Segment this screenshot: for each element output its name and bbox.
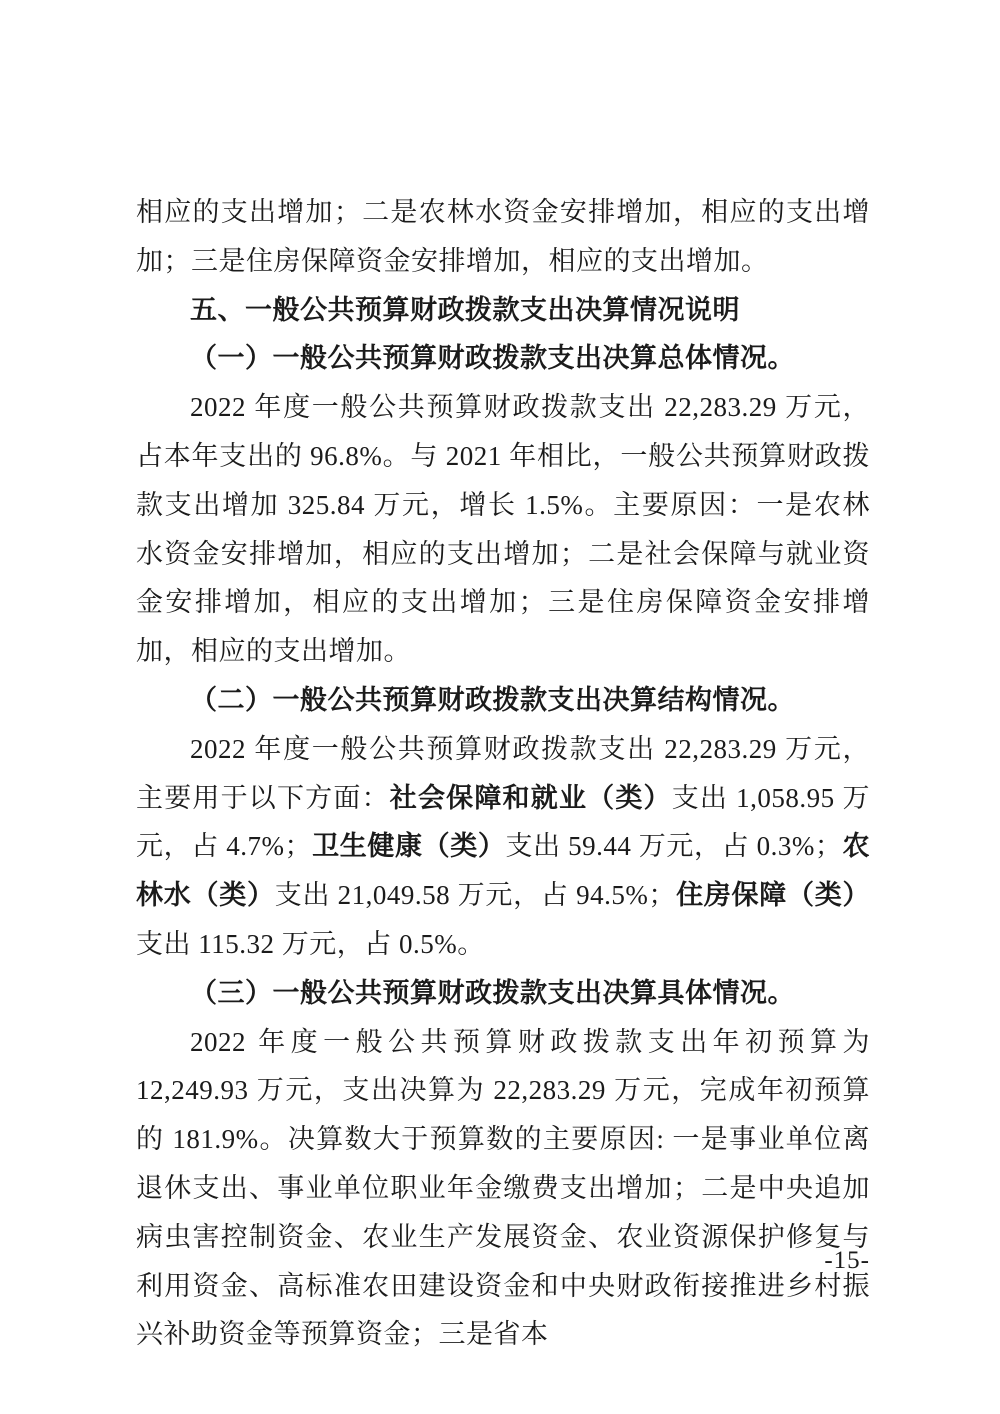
structure-intro-text: 2022 年度一般公共预算财政拨款支出 22,283.29 万元，主要用于以下方面： <box>136 733 870 813</box>
paragraph-carryover: 相应的支出增加；二是农林水资金安排增加，相应的支出增加；三是住房保障资金安排增加，相应的支出增加。 <box>136 197 870 276</box>
social-security-amount-text: 支出 1,058.95 万元，占 4.7%； <box>136 782 871 862</box>
paragraph-specific-situation: 2022 年度一般公共预算财政拨款支出年初预算为 12,249.93 万元，支出决算为 22,283.29 万元，完成年初预算的 181.9%。决算数大于预算数的主要原因: 一是事业单位离退休支出、事业单位职业年金缴费支出增加；二是中央追加病虫害控制资金、农业生产发展资金、农业资源保护修复与利用资金、高标准农田建设资金和中央财政衔接推进乡村振兴补助资金等预算资金；三是省本 <box>136 1026 870 1350</box>
agriculture-amount-text: 支出 21,049.58 万元，占 94.5%； <box>274 880 676 911</box>
document-body <box>136 188 870 1359</box>
heading-subsection-2: （二）一般公共预算财政拨款支出决算结构情况。 <box>190 684 795 715</box>
category-social-security-label: 社会保障和就业（类） <box>389 782 672 813</box>
category-agriculture-forestry-water-label: 农林水（类） <box>136 831 870 911</box>
heading-section-5: 五、一般公共预算财政拨款支出决算情况说明 <box>190 294 740 325</box>
paragraph-overall-situation: 2022 年度一般公共预算财政拨款支出 22,283.29 万元，占本年支出的 96.8%。与 2021 年相比，一般公共预算财政拨款支出增加 325.84 万元，增长 1.5%。主要原因：一是农林水资金安排增加，相应的支出增加；二是社会保障与就业资金安排增加，相应的支出增加；三是住房保障资金安排增加，相应的支出增加。 <box>136 392 870 667</box>
health-amount-text: 支出 59.44 万元，占 0.3%； <box>505 831 843 862</box>
category-health-label: 卫生健康（类） <box>312 831 506 862</box>
page-number: -15- <box>824 1247 870 1274</box>
category-housing-security-label: 住房保障（类） <box>675 880 871 911</box>
heading-subsection-3: （三）一般公共预算财政拨款支出决算具体情况。 <box>190 977 795 1008</box>
heading-subsection-1: （一）一般公共预算财政拨款支出决算总体情况。 <box>190 343 795 374</box>
paragraph-structure-situation <box>136 725 870 969</box>
housing-amount-text: 支出 115.32 万元，占 0.5%。 <box>136 928 485 959</box>
